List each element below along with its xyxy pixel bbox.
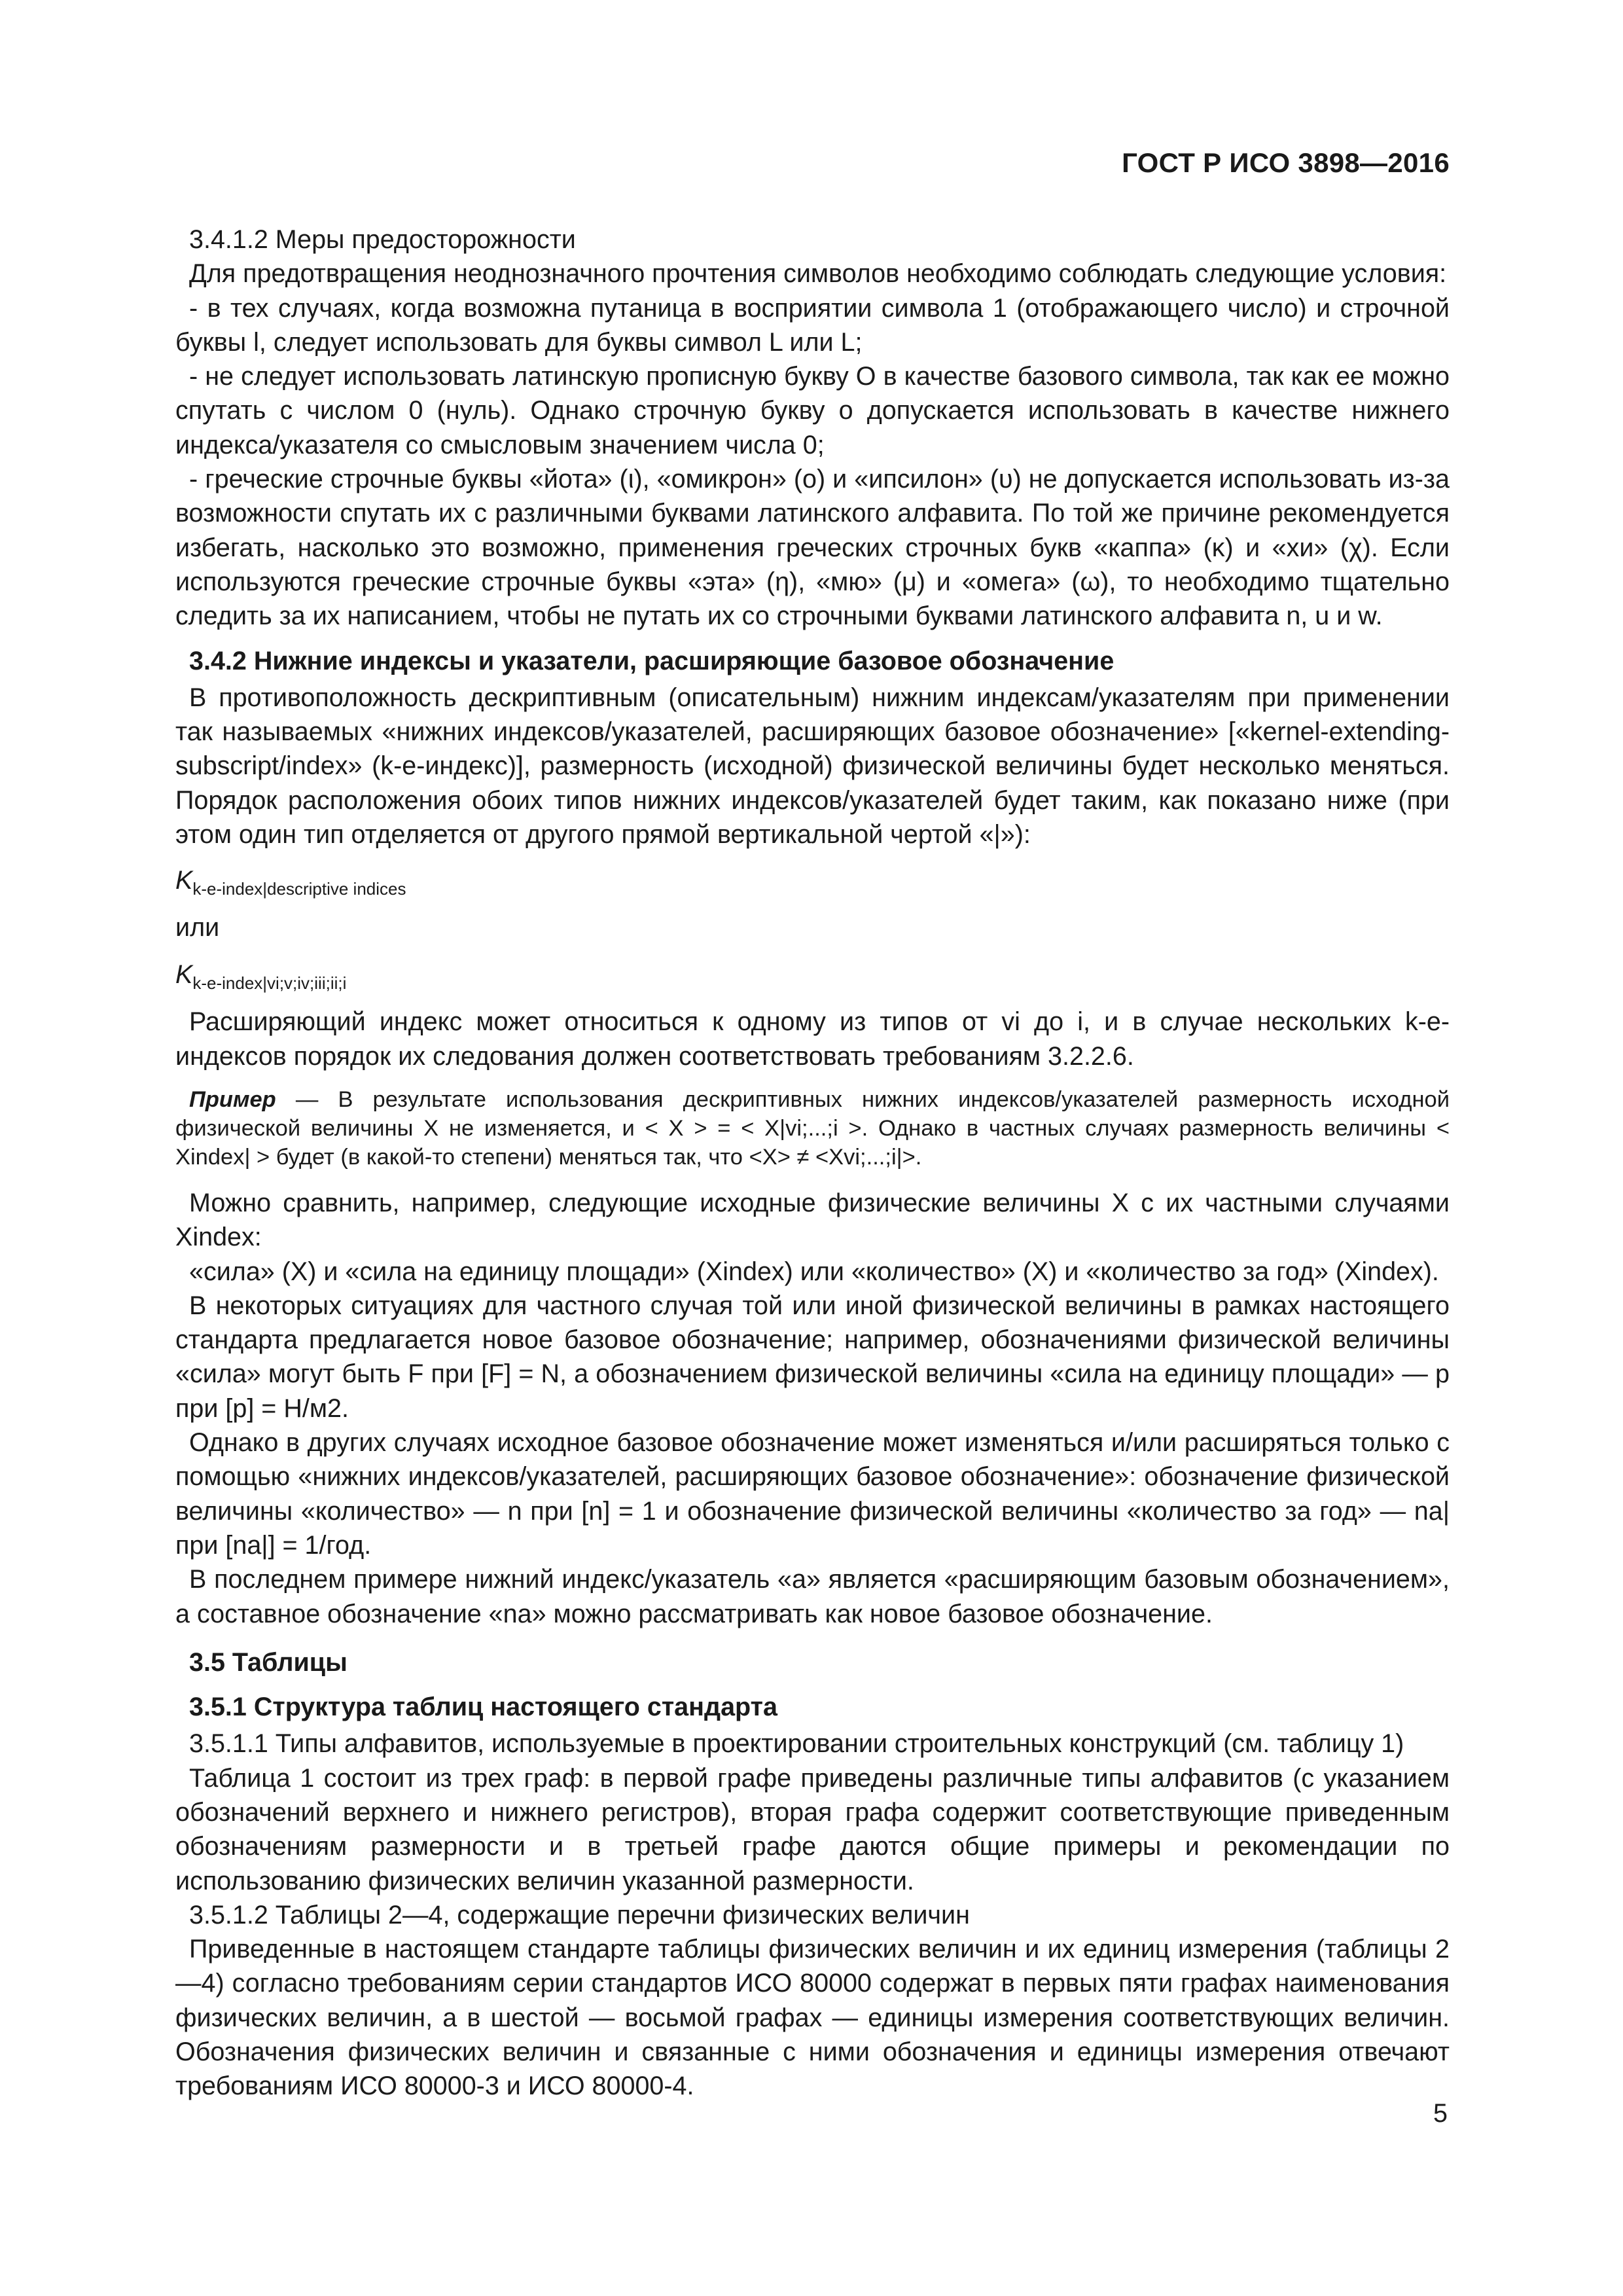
paragraph: Однако в других случаях исходное базовое обозначение может изменяться и/или расширяться только с помощью «нижних индексов/указателей, расширяющих базовое обозначение»: обозначение физической величины «количество» — n при [n] = 1 и обозначение физической величины «количество за год» — na| при [na|] = 1/год. bbox=[175, 1428, 1450, 1560]
list-item: - не следует использовать латинскую прописную букву O в качестве базового символа, так как ее можно спутать с числом 0 (нуль). Однако строчную букву o допускается использовать в качестве нижнего индекса/указателя со смысловым значением числа 0; bbox=[175, 362, 1450, 459]
example-note bbox=[175, 1085, 1450, 1172]
example-label: Пример bbox=[189, 1086, 276, 1112]
formula-1 bbox=[175, 863, 1450, 897]
paragraph: В последнем примере нижний индекс/указатель «a» является «расширяющим базовым обозначением», а составное обозначение «na» можно рассматривать как новое базовое обозначение. bbox=[175, 1565, 1450, 1628]
formula-subscript: k-e-index|descriptive indices bbox=[192, 879, 406, 899]
paragraph: Приведенные в настоящем стандарте таблицы физических величин и их единиц измерения (таблицы 2—4) согласно требованиям серии стандартов ИСО 80000 содержат в первых пяти графах наименования физических величин, а в шестой — восьмой графах — единицы измерения соответствующих величин. Обозначения физических величин и связанные с ними обозначения и единицы измерения отвечают требованиям ИСО 80000-3 и ИСО 80000-4. bbox=[175, 1935, 1450, 2101]
paragraph: В некоторых ситуациях для частного случая той или иной физической величины в рамках настоящего стандарта предлагается новое базовое обозначение; например, обозначениями физической величины «сила» могут быть F при [F] = N, а обозначением физической величины «сила на единицу площади» — p при [p] = Н/м2. bbox=[175, 1291, 1450, 1423]
formula-kernel: K bbox=[175, 960, 193, 990]
paragraph: Таблица 1 состоит из трех граф: в первой графе приведены различные типы алфавитов (с указанием обозначений верхнего и нижнего регистров), вторая графа содержит соответствующие приведенным обозначениям размерности и в третьей графе даются общие примеры и рекомендации по использованию физических величин указанной размерности. bbox=[175, 1763, 1450, 1895]
paragraph: Для предотвращения неоднозначного прочтения символов необходимо соблюдать следующие условия: bbox=[189, 259, 1447, 289]
document-header: ГОСТ Р ИСО 3898—2016 bbox=[1122, 147, 1450, 178]
paragraph: Можно сравнить, например, следующие исходные физические величины X с их частными случаями Xindex: bbox=[175, 1188, 1450, 1252]
formula-or: или bbox=[175, 913, 220, 942]
clause-3-5-1-2: 3.5.1.2 Таблицы 2—4, содержащие перечни физических величин bbox=[189, 1900, 970, 1929]
clause-3-4-1-2-title: 3.4.1.2 Меры предосторожности bbox=[189, 225, 576, 254]
formula-2 bbox=[175, 958, 1450, 992]
clause-3-5-1-1: 3.5.1.1 Типы алфавитов, используемые в проектировании строительных конструкций (см. таблицу 1) bbox=[189, 1729, 1404, 1759]
example-text: — В результате использования дескриптивных нижних индексов/указателей размерность исходной физической величины X не изменяется, и < X > = < X|vi;...;i >. Однако в частных случаях размерность величины < Xindex| > будет (в какой-то степени) меняться так, что <X> ≠ <Xvi;...;i|>. bbox=[175, 1086, 1450, 1170]
paragraph: Расширяющий индекс может относиться к одному из типов от vi до i, и в случае нескольких k-e-индексов порядок их следования должен соответствовать требованиям 3.2.2.6. bbox=[175, 1007, 1450, 1071]
page-body bbox=[175, 223, 1450, 2104]
formula-kernel: K bbox=[175, 866, 193, 895]
section-heading-3-5: 3.5 Таблицы bbox=[189, 1647, 348, 1677]
page-number: 5 bbox=[1433, 2099, 1448, 2128]
formula-subscript: k-e-index|vi;v;iv;iii;ii;i bbox=[192, 973, 347, 994]
paragraph: В противоположность дескриптивным (описательным) нижним индексам/указателям при применении так называемых «нижних индексов/указателей, расширяющих базовое обозначение» [«kernel-extending-subscript/index» (k-e-индекс)], размерность (исходной) физической величины будет несколько меняться. Порядок расположения обоих типов нижних индексов/указателей будет таким, как показано ниже (при этом один тип отделяется от другого прямой вертикальной чертой «|»): bbox=[175, 683, 1450, 850]
list-item: - в тех случаях, когда возможна путаница в восприятии символа 1 (отображающего число) и строчной буквы l, следует использовать для буквы символ L или L; bbox=[175, 293, 1450, 357]
paragraph: «сила» (X) и «сила на единицу площади» (Xindex) или «количество» (X) и «количество за год» (Xindex). bbox=[189, 1257, 1439, 1286]
section-heading-3-5-1: 3.5.1 Структура таблиц настоящего стандарта bbox=[189, 1693, 777, 1722]
list-item: - греческие строчные буквы «йота» (ι), «омикрон» (ο) и «ипсилон» (υ) не допускается использовать из-за возможности спутать их с различными буквами латинского алфавита. По той же причине рекомендуется избегать, насколько это возможно, применения греческих строчных букв «каппа» (κ) и «хи» (χ). Если используются греческие строчные буквы «эта» (η), «мю» (μ) и «омега» (ω), то необходимо тщательно следить за их написанием, чтобы не путать их со строчными буквами латинского алфавита n, u и w. bbox=[175, 465, 1450, 631]
section-heading-3-4-2: 3.4.2 Нижние индексы и указатели, расширяющие базовое обозначение bbox=[189, 646, 1115, 675]
